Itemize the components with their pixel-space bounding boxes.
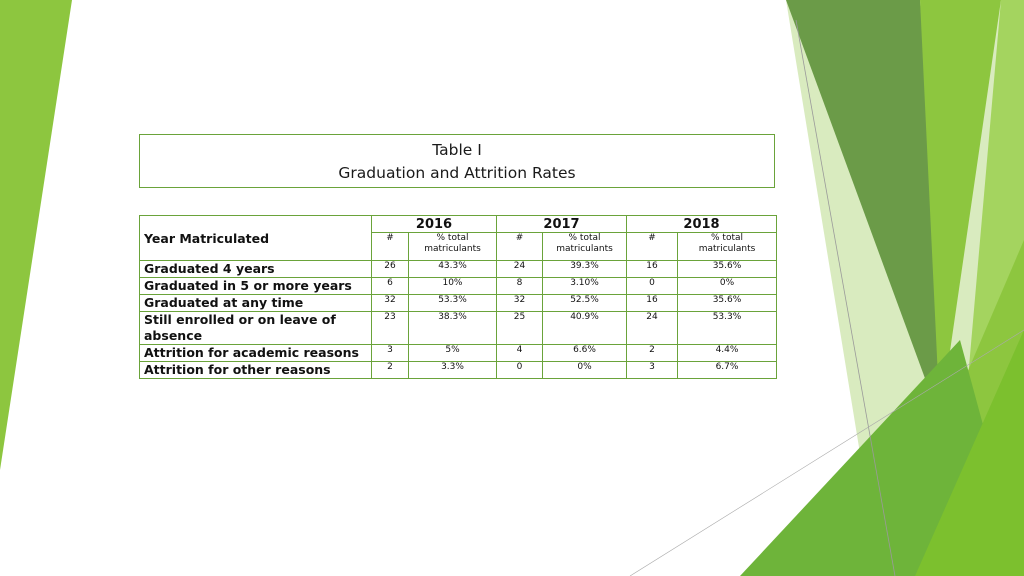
cell-value: 4 [497, 345, 543, 362]
row-label: Still enrolled or on leave of absence [140, 312, 372, 345]
cell-value: 2 [627, 345, 678, 362]
cell-value: 40.9% [543, 312, 627, 345]
row-label: Attrition for other reasons [140, 362, 372, 379]
cell-value: 16 [627, 295, 678, 312]
row-label: Graduated 4 years [140, 261, 372, 278]
table-subtitle: Graduation and Attrition Rates [338, 164, 576, 182]
cell-value: 6 [372, 278, 409, 295]
cell-value: 39.3% [543, 261, 627, 278]
cell-value: 10% [409, 278, 497, 295]
year-2016: 2016 [372, 216, 497, 233]
subheader-count: # [497, 233, 543, 261]
cell-value: 6.7% [678, 362, 777, 379]
table-row [140, 362, 777, 379]
year-header-row [140, 216, 777, 233]
cell-value: 6.6% [543, 345, 627, 362]
subheader-percent: % total matriculants [409, 233, 497, 261]
cell-value: 53.3% [409, 295, 497, 312]
year-2018: 2018 [627, 216, 777, 233]
cell-value: 0 [497, 362, 543, 379]
cell-value: 32 [497, 295, 543, 312]
row-label: Attrition for academic reasons [140, 345, 372, 362]
row-label: Graduated at any time [140, 295, 372, 312]
year-2017: 2017 [497, 216, 627, 233]
cell-value: 52.5% [543, 295, 627, 312]
left-green-shape [0, 0, 72, 470]
table-row [140, 278, 777, 295]
cell-value: 24 [627, 312, 678, 345]
cell-value: 0 [627, 278, 678, 295]
table-title: Table I [432, 141, 482, 159]
subheader-percent: % total matriculants [543, 233, 627, 261]
cell-value: 32 [372, 295, 409, 312]
cell-value: 3 [372, 345, 409, 362]
table-row [140, 295, 777, 312]
subheader-count: # [627, 233, 678, 261]
cell-value: 4.4% [678, 345, 777, 362]
cell-value: 16 [627, 261, 678, 278]
table-row [140, 345, 777, 362]
cell-value: 8 [497, 278, 543, 295]
cell-value: 24 [497, 261, 543, 278]
table-title-box [139, 134, 775, 188]
cell-value: 38.3% [409, 312, 497, 345]
cell-value: 3.10% [543, 278, 627, 295]
cell-value: 35.6% [678, 295, 777, 312]
cell-value: 0% [678, 278, 777, 295]
corner-label: Year Matriculated [140, 216, 372, 261]
cell-value: 23 [372, 312, 409, 345]
table-row [140, 261, 777, 278]
cell-value: 26 [372, 261, 409, 278]
table-row [140, 312, 777, 345]
cell-value: 53.3% [678, 312, 777, 345]
cell-value: 3.3% [409, 362, 497, 379]
cell-value: 3 [627, 362, 678, 379]
cell-value: 2 [372, 362, 409, 379]
cell-value: 25 [497, 312, 543, 345]
subheader-count: # [372, 233, 409, 261]
subheader-percent: % total matriculants [678, 233, 777, 261]
cell-value: 35.6% [678, 261, 777, 278]
graduation-table [139, 215, 777, 379]
cell-value: 5% [409, 345, 497, 362]
cell-value: 0% [543, 362, 627, 379]
cell-value: 43.3% [409, 261, 497, 278]
row-label: Graduated in 5 or more years [140, 278, 372, 295]
